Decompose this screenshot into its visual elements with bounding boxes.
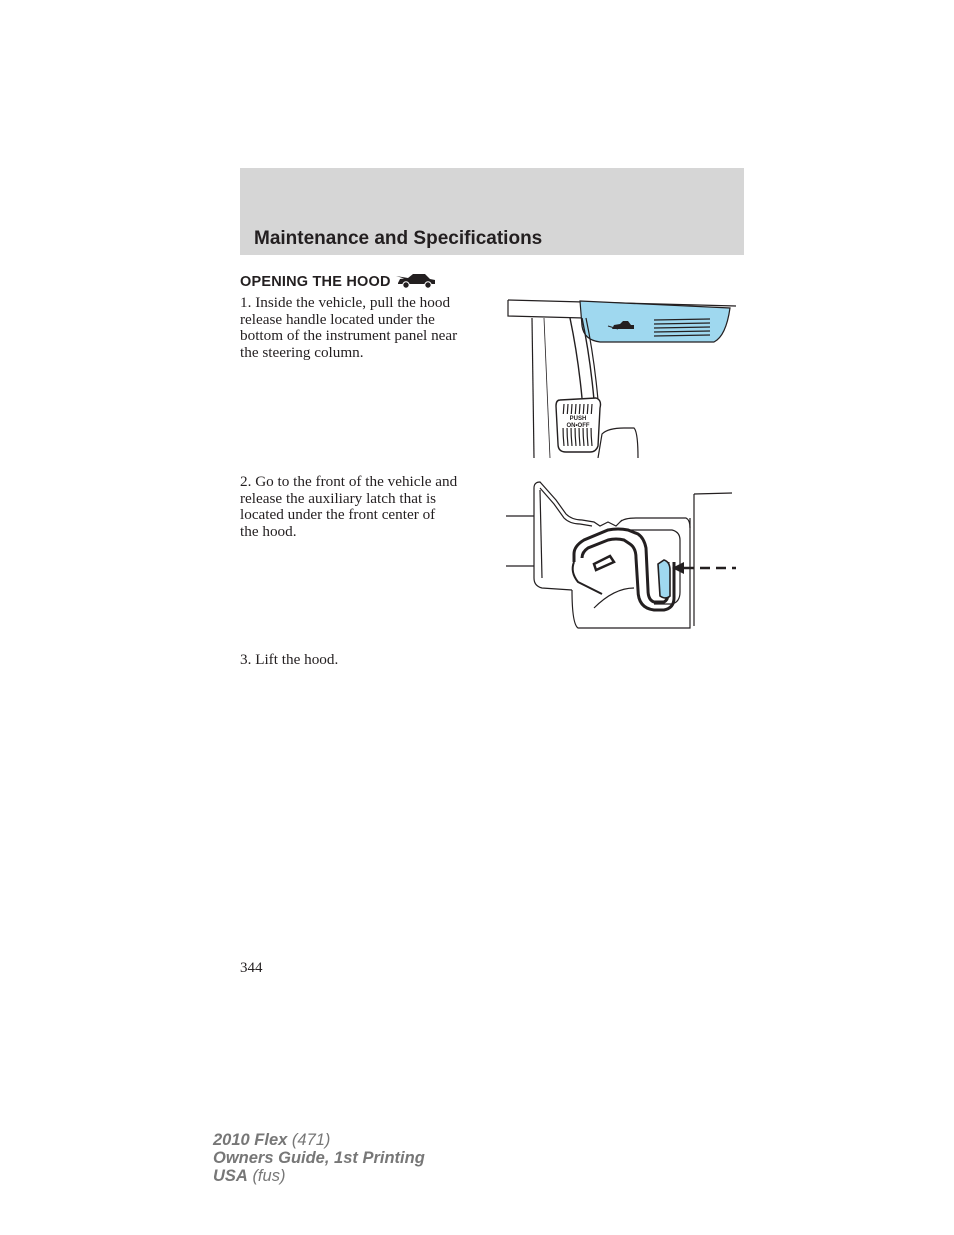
section-title: Maintenance and Specifications <box>254 228 543 249</box>
footer-model: 2010 Flex <box>213 1131 288 1149</box>
footer-market: USA <box>213 1167 248 1185</box>
auxiliary-latch-illustration <box>504 478 740 632</box>
pedal-label-push: PUSH <box>569 416 587 422</box>
page-number: 344 <box>240 960 263 976</box>
heading-opening-the-hood <box>240 270 437 294</box>
footer-guide: Owners Guide, 1st Printing <box>213 1149 425 1167</box>
step-1-text: 1. Inside the vehicle, pull the hood release handle located under the bottom of the instrument panel near the steering column. <box>240 294 458 361</box>
footer-model-code: (471) <box>291 1131 331 1149</box>
document-footer <box>213 1131 425 1185</box>
step-3-text: 3. Lift the hood. <box>240 651 339 668</box>
heading-text: OPENING THE HOOD <box>240 274 391 290</box>
pedal-label-on-off: ON•OFF <box>566 423 590 429</box>
car-hood-icon <box>395 270 437 294</box>
footer-market-code: (fus) <box>252 1167 286 1185</box>
step-2-text: 2. Go to the front of the vehicle and release the auxiliary latch that is located under the front center of the hood. <box>240 473 458 540</box>
hood-release-handle-illustration <box>504 296 740 458</box>
